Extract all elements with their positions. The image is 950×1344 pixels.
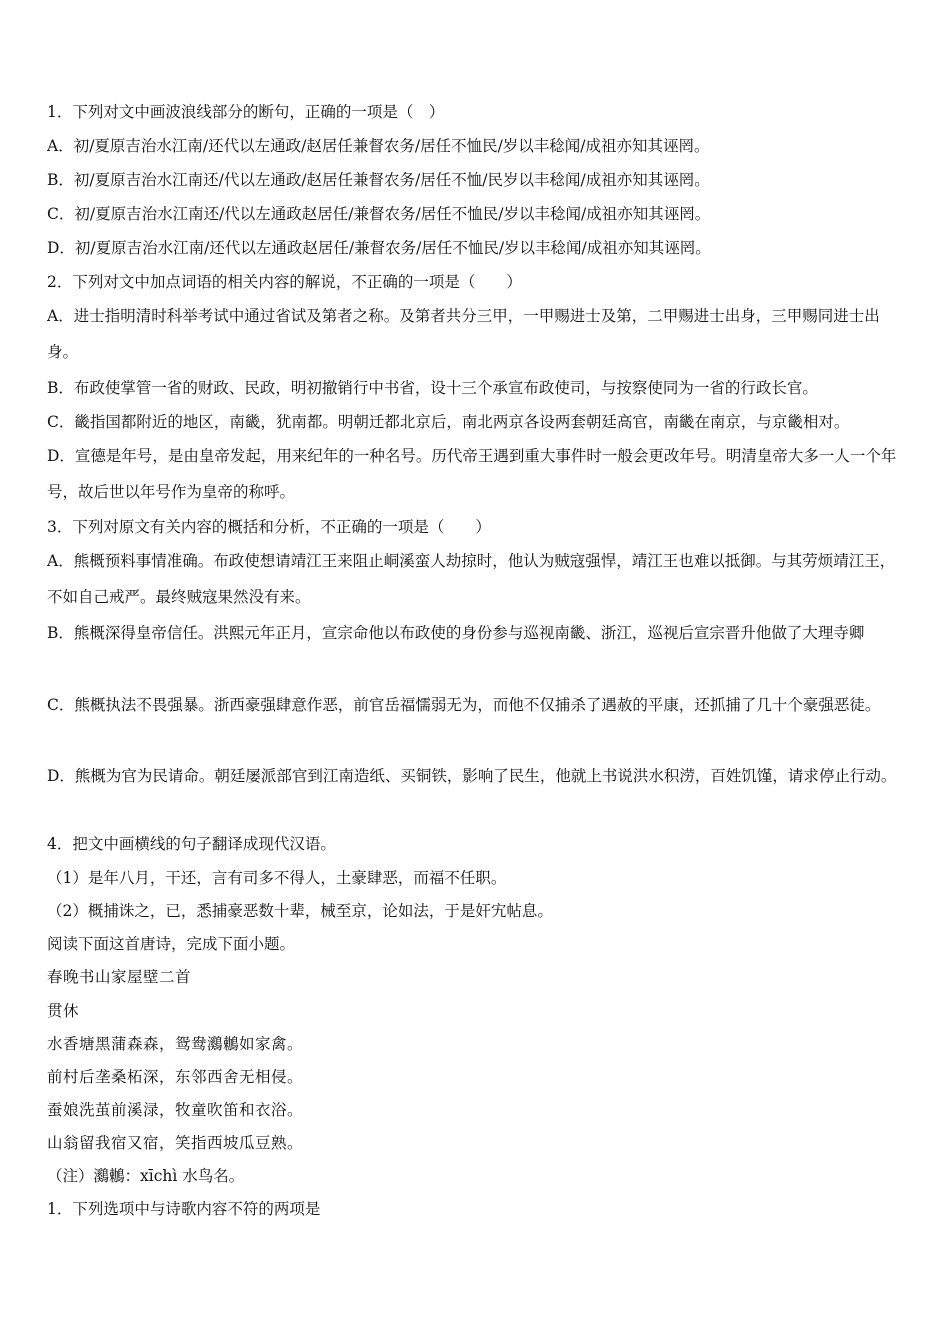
q2-stem: 2．下列对文中加点词语的相关内容的解说，不正确的一项是（ ）	[47, 273, 522, 291]
poem-line-2: 前村后垄桑柘深，东邻西舍无相侵。	[47, 1068, 304, 1086]
q1-option-a: A．初/夏原吉治水江南/还代以左通政/赵居任兼督农务/居任不恤民/岁以丰稔闻/成祖亦知其诬罔。	[47, 137, 710, 155]
q1-option-d: D．初/夏原吉治水江南/还代以左通政赵居任/兼督农务/居任不恤民/岁以丰稔闻/成祖亦知其诬罔。	[47, 239, 711, 257]
q4-item-1: （1）是年八月，干还，言有司多不得人，土豪肆恶，而福不任职。	[47, 869, 507, 887]
poem-line-4: 山翁留我宿又宿，笑指西坡瓜豆熟。	[47, 1134, 304, 1152]
q3-option-c: C．熊概执法不畏强暴。浙西豪强肆意作恶，前官岳福懦弱无为，而他不仅捕杀了遇赦的平康，还抓捕了几十个豪强恶徒。	[47, 696, 881, 714]
q4-item-2: （2）概捕诛之，已，悉捕豪恶数十辈，械至京，论如法，于是奸宄帖息。	[47, 902, 553, 920]
reading-q1-stem: 1．下列选项中与诗歌内容不符的两项是	[47, 1200, 321, 1218]
poem-title: 春晚书山家屋壁二首	[47, 968, 192, 986]
q1-option-c: C．初/夏原吉治水江南还/代以左通政赵居任/兼督农务/居任不恤民/岁以丰稔闻/成祖亦知其诬罔。	[47, 205, 711, 223]
reading-intro: 阅读下面这首唐诗，完成下面小题。	[47, 935, 296, 953]
q4-stem: 4．把文中画横线的句子翻译成现代汉语。	[47, 835, 336, 853]
q3-option-b: B．熊概深得皇帝信任。洪熙元年正月，宣宗命他以布政使的身份参与巡视南畿、浙江，巡视后宣宗晋升他做了大理寺卿	[47, 624, 865, 642]
poem-line-1: 水香塘黑蒲森森，鸳鸯鸂鶒如家禽。	[47, 1035, 304, 1053]
q3-option-d: D．熊概为官为民请命。朝廷屡派部官到江南造纸、买铜铁，影响了民生，他就上书说洪水积涝，百姓饥馑，请求停止行动。	[47, 767, 897, 785]
q1-option-b: B．初/夏原吉治水江南还/代以左通政/赵居任兼督农务/居任不恤/民岁以丰稔闻/成祖亦知其诬罔。	[47, 171, 710, 189]
q1-stem: 1．下列对文中画波浪线部分的断句，正确的一项是（ ）	[47, 103, 445, 121]
q2-option-c: C．畿指国都附近的地区，南畿，犹南都。明朝迁都北京后，南北两京各设两套朝廷高官，南畿在南京，与京畿相对。	[47, 413, 850, 431]
q2-option-a: A．进士指明清时科举考试中通过省试及第者之称。及第者共分三甲，一甲赐进士及第，二甲赐进士出身，三甲赐同进士出身。	[47, 307, 880, 361]
poem-line-3: 蚕娘洗茧前溪渌，牧童吹笛和衣浴。	[47, 1101, 304, 1119]
q2-option-b: B．布政使掌管一省的财政、民政，明初撤销行中书省，设十三个承宣布政使司，与按察使同为一省的行政长官。	[47, 379, 818, 397]
q3-stem: 3．下列对原文有关内容的概括和分析，不正确的一项是（ ）	[47, 518, 491, 536]
poem-author: 贯休	[47, 1002, 80, 1020]
q3-option-a: A．熊概预料事情准确。布政使想请靖江王来阻止峒溪蛮人劫掠时，他认为贼寇强悍，靖江王也难以抵御。与其劳烦靖江王，不如自己戒严。最终贼寇果然没有来。	[47, 552, 896, 606]
q2-option-d: D．宣德是年号，是由皇帝发起，用来纪年的一种名号。历代帝王遇到重大事件时一般会更改年号。明清皇帝大多一人一个年号，故后世以年号作为皇帝的称呼。	[47, 447, 897, 501]
poem-note: （注）鸂鶒：xīchì 水鸟名。	[47, 1167, 245, 1185]
